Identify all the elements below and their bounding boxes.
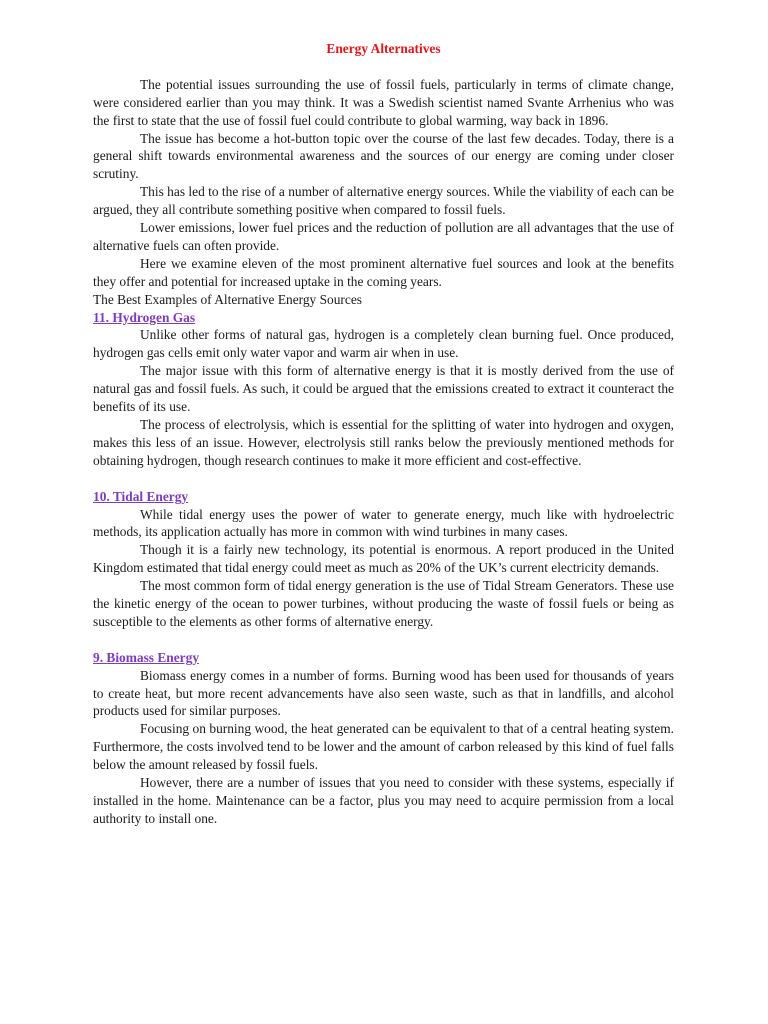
section-paragraph: Unlike other forms of natural gas, hydrogen is a completely clean burning fuel. Once produced, hydrogen gas cells emit only water vapor and warm air when in use.: [93, 327, 674, 361]
section-paragraph: Biomass energy comes in a number of forms. Burning wood has been used for thousands of years to create heat, but more recent advancements have also seen waste, such as that in landfills, and alcohol products used for similar purposes.: [93, 667, 674, 719]
blank-line: [93, 631, 674, 649]
intro-paragraph: This has led to the rise of a number of alternative energy sources. While the viability of each can be argued, they all contribute something positive when compared to fossil fuels.: [93, 184, 674, 218]
section-heading-tidal-energy[interactable]: 10. Tidal Energy: [93, 488, 189, 504]
document-title: Energy Alternatives: [326, 41, 441, 56]
section-heading-biomass-energy[interactable]: 9. Biomass Energy: [93, 649, 200, 665]
intro-paragraph: The potential issues surrounding the use of fossil fuels, particularly in terms of climate change, were considered earlier than you may think. It was a Swedish scientist named Svante Arrhenius who was the first to state that the use of fossil fuel could contribute to global warming, way back in 1896.: [93, 76, 674, 128]
document-page: [93, 40, 674, 828]
section-paragraph: However, there are a number of issues that you need to consider with these systems, especially if installed in the home. Maintenance can be a factor, plus you may need to acquire permission from a local authority to install one.: [93, 775, 674, 826]
section-paragraph: Focusing on burning wood, the heat generated can be equivalent to that of a central heating system. Furthermore, the costs involved tend to be lower and the amount of carbon released by this kind of fuel falls below the amount released by fossil fuels.: [93, 721, 674, 773]
intro-paragraph: Lower emissions, lower fuel prices and the reduction of pollution are all advantages that the use of alternative fuels can often provide.: [93, 220, 674, 253]
section-paragraph: While tidal energy uses the power of water to generate energy, much like with hydroelectric methods, its application actually has more in common with wind turbines in many cases.: [93, 506, 674, 540]
section-paragraph: Though it is a fairly new technology, its potential is enormous. A report produced in the United Kingdom estimated that tidal energy could meet as much as 20% of the UK’s current electricity demands.: [93, 542, 674, 576]
section-paragraph: The process of electrolysis, which is essential for the splitting of water into hydrogen and oxygen, makes this less of an issue. However, electrolysis still ranks below the previously mentioned methods for obtaining hydrogen, though research continues to make it more efficient and cost-effective.: [93, 417, 674, 468]
intro-paragraph: Here we examine eleven of the most prominent alternative fuel sources and look at the benefits they offer and potential for increased uptake in the coming years.: [93, 255, 674, 289]
list-subheading: The Best Examples of Alternative Energy Sources: [93, 291, 362, 307]
blank-line: [93, 470, 674, 488]
section-paragraph: The most common form of tidal energy generation is the use of Tidal Stream Generators. These use the kinetic energy of the ocean to power turbines, without producing the waste of fossil fuels or being as susceptible to the elements as other forms of alternative energy.: [93, 578, 674, 629]
intro-paragraph: The issue has become a hot-button topic over the course of the last few decades. Today, there is a general shift towards environmental awareness and the sources of our energy are coming under closer scrutiny.: [93, 130, 674, 182]
section-paragraph: The major issue with this form of alternative energy is that it is mostly derived from the use of natural gas and fossil fuels. As such, it could be argued that the emissions created to extract it counteract the benefits of its use.: [93, 363, 674, 415]
section-heading-hydrogen-gas[interactable]: 11. Hydrogen Gas: [93, 309, 196, 325]
